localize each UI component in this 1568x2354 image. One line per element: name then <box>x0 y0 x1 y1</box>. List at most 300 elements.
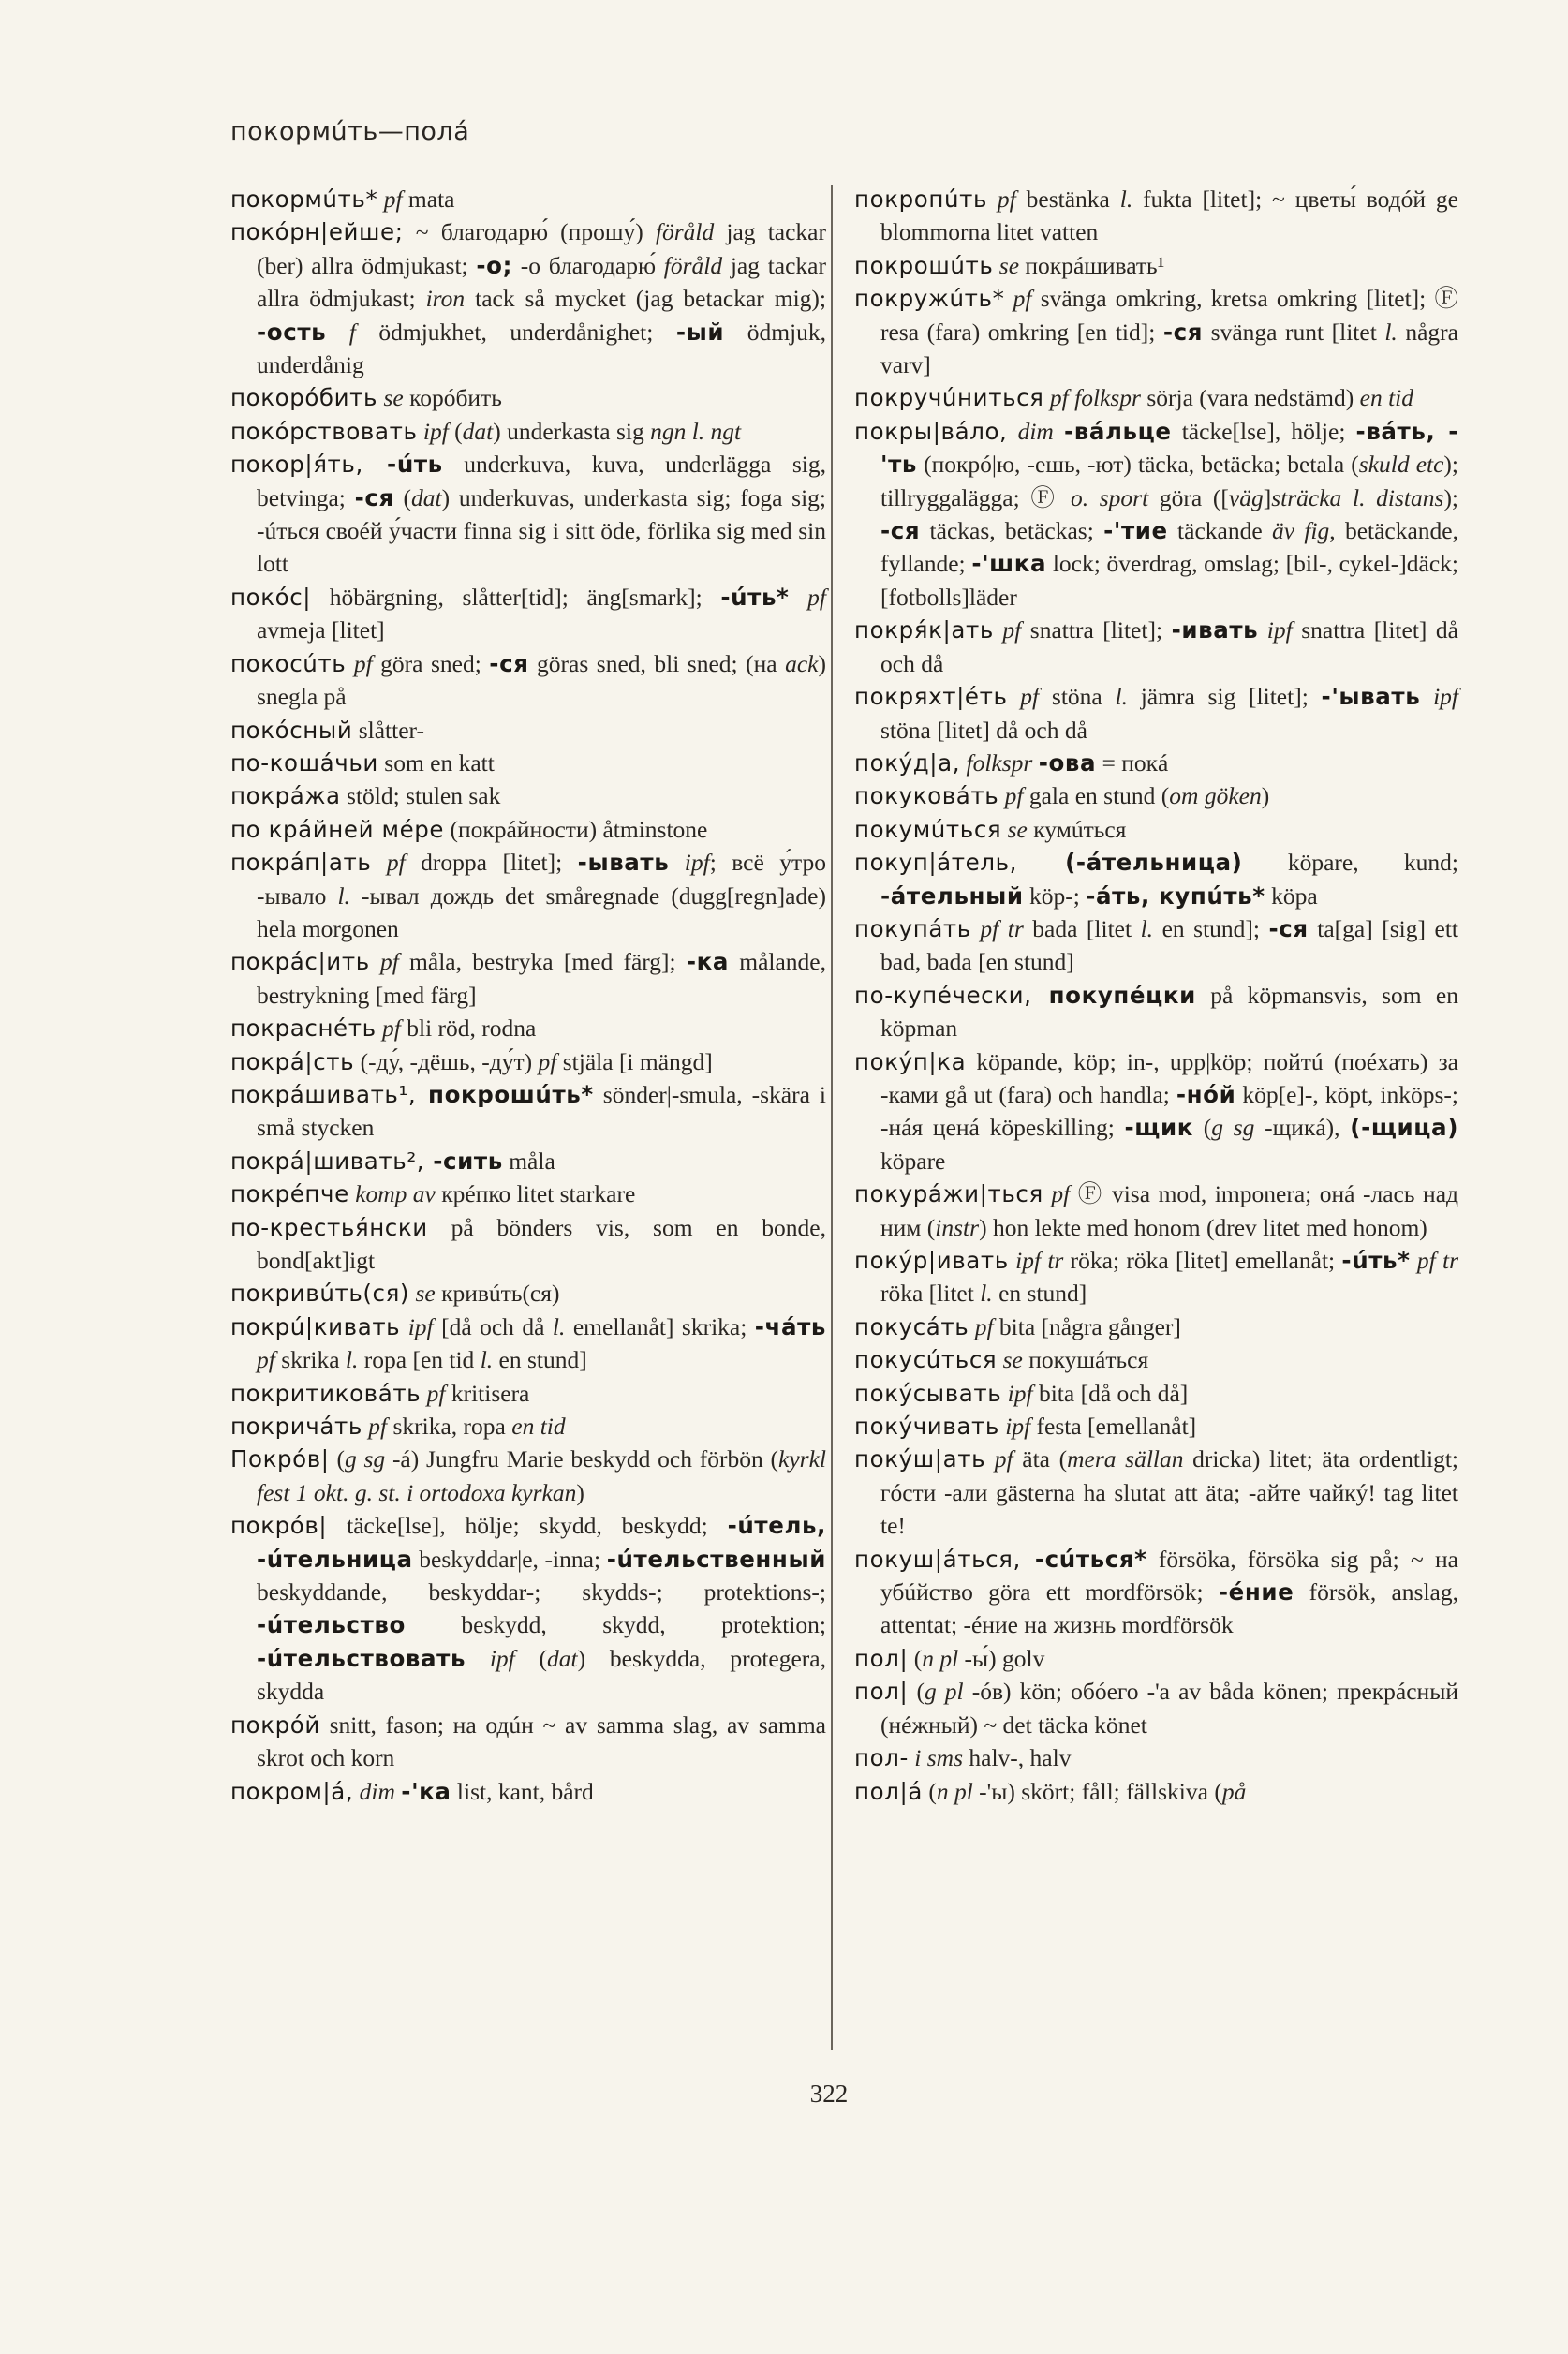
headword: покритиковáть <box>230 1379 422 1407</box>
entry-text: snattra [litet]; <box>1029 616 1172 644</box>
dictionary-entry <box>230 1078 826 1145</box>
grammar-label: i sms <box>908 1744 969 1772</box>
dictionary-entry <box>230 1410 826 1443</box>
headword: покýш|ать <box>854 1445 986 1473</box>
word-form: -úть <box>362 451 443 479</box>
entry-text: ) <box>1261 782 1270 810</box>
headword: покраснéть <box>230 1014 377 1043</box>
entry-text: -óв) kön; обóего -'а av båda könen; прекрáсный (нéжный) ~ det täcka könet <box>880 1678 1458 1739</box>
entry-text: bada [litet <box>1032 914 1141 942</box>
headword: покóс| <box>230 583 312 611</box>
page-number: 322 <box>809 2080 849 2108</box>
grammar-label: ipf tr <box>1008 1247 1071 1274</box>
headword: пол|á <box>854 1777 923 1805</box>
dictionary-entry <box>230 1145 826 1177</box>
entry-text: täcke[lse], hölje; skydd, beskydd; <box>327 1512 728 1540</box>
entry-text: кумúться <box>1033 815 1127 843</box>
entry-text: köp[e]-, köpt, inköps-; -нáя ценá köpeskilling; <box>880 1080 1458 1142</box>
entry-text: Ⓕ visa mod, imponera; онá -лась над ним ( <box>880 1180 1458 1241</box>
dictionary-entry <box>854 813 1458 846</box>
word-form: -нóй <box>1176 1080 1236 1108</box>
dictionary-entry <box>854 1177 1458 1244</box>
entry-text: fukta [litet]; ~ цветы́ водóй ge blommorna litet vatten <box>880 185 1459 246</box>
dictionary-entry <box>854 747 1458 779</box>
entry-text: ) <box>576 1478 584 1506</box>
grammar-label: l. <box>345 1346 359 1374</box>
column-divider <box>831 185 833 2050</box>
dictionary-entry <box>230 183 826 215</box>
entry-text: sörja (vara nedstämd) <box>1146 384 1360 412</box>
grammar-label: mera sällan <box>1067 1445 1184 1473</box>
entry-text: göra sned; <box>380 649 490 677</box>
dictionary-entry <box>854 1410 1458 1443</box>
word-form: -ся <box>489 649 529 677</box>
word-form: -úтельство <box>257 1611 406 1639</box>
word-form: -'тие <box>1103 517 1168 545</box>
headword: покрáжа <box>230 782 341 810</box>
dictionary-entry <box>230 1045 826 1078</box>
dictionary-entry <box>230 1509 826 1708</box>
entry-text: ) underkuvas, underkasta sig; foga sig; -úться своéй у́части finna sig i sitt öde, förlika sig med sin lott <box>257 483 826 578</box>
grammar-label: pf <box>346 649 381 677</box>
word-form: -щик <box>1124 1114 1193 1142</box>
grammar-label: pf <box>789 583 826 611</box>
headword: пол| <box>854 1678 909 1706</box>
entry-text: (-ду́, -дёшь, -ду́т) <box>354 1047 539 1075</box>
word-form: -ка <box>686 948 730 976</box>
entry-text: köpande, köp; in-, upp|köp; пойтú (поéхать) за -ками gå ut (fara) och handla; <box>880 1047 1458 1108</box>
grammar-label: se <box>409 1280 442 1308</box>
grammar-label: pf <box>257 1346 282 1374</box>
entry-text: jag tackar allra ödmjukast; <box>257 251 826 313</box>
grammar-label: en tid <box>511 1413 566 1441</box>
grammar-label: ack <box>785 649 819 677</box>
dictionary-entry <box>230 945 826 1012</box>
dictionary-entry <box>854 415 1458 614</box>
word-form: -úтельствовать <box>257 1644 466 1672</box>
word-form: -ость <box>257 318 327 346</box>
headword: покрáшивать¹, <box>230 1080 417 1108</box>
entry-text: snattra [litet] då och då <box>880 616 1459 677</box>
headword: покрошúть <box>854 251 994 279</box>
entry-text: stöld; stulen sak <box>340 782 501 810</box>
dictionary-entry <box>854 680 1458 747</box>
headword: покумúться <box>854 815 1002 843</box>
dictionary-entry <box>230 714 826 747</box>
headword: покýр|ивать <box>854 1247 1009 1274</box>
entry-text: höbärgning, slåtter[tid]; äng[smark]; <box>311 583 721 611</box>
headword: по-купéчески, <box>854 981 1032 1009</box>
grammar-label: pf <box>369 948 410 976</box>
headword: покропúть <box>854 185 988 213</box>
grammar-label: väg <box>1228 483 1264 511</box>
entry-text: svänga omkring, kretsa omkring [litet]; Ⓕ resa (fara) omkring [en tid]; <box>880 285 1458 346</box>
word-form: -'шка <box>971 550 1047 578</box>
entry-text: köpare, kund; <box>1242 849 1458 877</box>
entry-text: (покрó|ю, -ешь, -ют) täcka, betäcka; betala ( <box>917 451 1359 479</box>
entry-text: stöna [litet] då och då <box>880 716 1087 744</box>
dictionary-entry <box>854 1045 1458 1178</box>
dictionary-entry <box>854 846 1458 912</box>
entry-text: måla, bestryka [med färg]; <box>409 948 687 976</box>
headword: покóрствовать <box>230 417 418 445</box>
headword: покусúться <box>854 1346 998 1374</box>
dictionary-entry <box>230 747 826 779</box>
grammar-label: pf <box>985 1445 1023 1473</box>
dictionary-entry <box>230 1709 826 1775</box>
headword: покýп|ка <box>854 1047 967 1075</box>
entry-text: målande, bestrykning [med färg] <box>257 948 826 1009</box>
grammar-label: ipf <box>400 1312 442 1340</box>
headword: покричáть <box>230 1413 362 1441</box>
entry-text: кривúть(ся) <box>441 1280 560 1308</box>
entry-text: dricka) litet; äta ordentligt; гóсти -али gästerna ha slutat att äta; -айте чайкý! tag litet te! <box>880 1445 1459 1540</box>
grammar-label: l. <box>1140 914 1154 942</box>
word-form: -вáть, -'ть <box>880 417 1459 479</box>
headword: покосúть <box>230 649 347 677</box>
entry-text: -'ы) skört; fåll; fällskiva ( <box>972 1777 1222 1805</box>
headword: покрá|шивать², <box>230 1147 425 1175</box>
dictionary-entry <box>854 183 1458 249</box>
entry-text: skrika <box>281 1346 346 1374</box>
dictionary-entry <box>230 381 826 414</box>
grammar-label: o. sport <box>1070 483 1149 511</box>
headword: покурáжи|ться <box>854 1180 1043 1208</box>
entry-text: ( <box>539 1644 548 1672</box>
headword: покрá|сть <box>230 1047 355 1075</box>
entry-text: på bönders vis, som en bonde, bond[akt]igt <box>257 1213 826 1274</box>
entry-text: ropa [en tid <box>358 1346 481 1374</box>
word-form: (-áтельница) <box>1017 849 1243 877</box>
dictionary-entry <box>230 813 826 846</box>
grammar-label: ipf <box>998 1413 1037 1441</box>
dictionary-entry <box>854 779 1458 812</box>
entry-text: ( <box>922 1777 937 1805</box>
headword: покры|вáло, <box>854 417 1008 445</box>
headword: по крáйней мéре <box>230 815 445 843</box>
headword: покрóв| <box>230 1512 328 1540</box>
dictionary-entry <box>854 249 1458 282</box>
headword: покрáп|ать <box>230 849 372 877</box>
grammar-label: pf <box>1007 683 1052 711</box>
dictionary-entry <box>230 1177 826 1210</box>
entry-text: крéпко litet starkare <box>441 1180 636 1208</box>
grammar-label: äv fig <box>1271 517 1330 545</box>
entry-text: göra ([ <box>1148 483 1229 511</box>
entry-text: mata <box>407 185 455 213</box>
entry-text: emellanåt] skrika; <box>565 1312 755 1340</box>
grammar-label: ipf <box>1001 1379 1039 1407</box>
headword: покривúть(ся) <box>230 1280 410 1308</box>
grammar-label: pf tr <box>1410 1247 1458 1274</box>
headword: покружúть* <box>854 285 1005 313</box>
dictionary-entry <box>854 1741 1458 1774</box>
entry-text: ( <box>908 1678 925 1706</box>
entry-text: покрáшивать¹ <box>1025 251 1165 279</box>
dictionary-entry <box>854 381 1458 414</box>
right-column <box>854 183 1458 1808</box>
entry-text: jag tackar (ber) allra ödmjukast; <box>257 218 826 279</box>
dictionary-entry <box>854 1244 1458 1310</box>
entry-text: ) hon lekte med honom (drev litet med honom) <box>979 1213 1427 1241</box>
entry-text: röka [litet <box>880 1280 981 1308</box>
grammar-label: pf folkspr <box>1043 384 1147 412</box>
word-form: -úть* <box>720 583 790 611</box>
dictionary-entry <box>230 779 826 812</box>
grammar-label: pf <box>371 849 422 877</box>
headword: пол- <box>854 1744 909 1772</box>
dictionary-entry <box>854 979 1458 1045</box>
dictionary-entry <box>230 1012 826 1044</box>
grammar-label: iron <box>425 285 466 313</box>
grammar-label: om göken <box>1169 782 1262 810</box>
dictionary-entry <box>854 282 1458 381</box>
headword: покýд|а, <box>854 748 961 777</box>
headword: пол| <box>854 1644 909 1672</box>
headword: покрú|кивать <box>230 1312 401 1340</box>
entry-text: , betäckande, fyllande; <box>880 517 1458 578</box>
entry-text: skrika, ropa <box>392 1413 512 1441</box>
entry-text: bita [några gånger] <box>998 1312 1181 1340</box>
dictionary-entry <box>230 846 826 945</box>
headword: покуш|áться, <box>854 1545 1021 1573</box>
entry-text: köpa <box>1265 881 1318 910</box>
grammar-label: föråld <box>655 218 715 246</box>
grammar-label: ipf <box>1420 683 1458 711</box>
word-form: -сúться* <box>1020 1545 1147 1573</box>
dictionary-entry <box>230 215 826 381</box>
entry-text: корóбить <box>409 384 502 412</box>
entry-text: sönder|-smula, -skära i små stycken <box>257 1080 827 1142</box>
entry-text: ( <box>454 417 463 445</box>
grammar-label: komp av <box>348 1180 442 1208</box>
entry-text: underkuva, kuva, underlägga sig, betvinga; <box>257 451 826 511</box>
entry-text: ödmjuk, underdånig <box>257 318 827 379</box>
entry-text: täckas, betäckas; <box>920 517 1104 545</box>
grammar-label: pf <box>1043 1180 1078 1208</box>
word-form: -'ка <box>401 1777 451 1805</box>
entry-text: stjäla [i mängd] <box>556 1047 713 1075</box>
word-form: -ывать <box>577 849 670 877</box>
word-form: -ся <box>1162 318 1204 346</box>
entry-text: ); <box>1443 483 1459 511</box>
entry-text: -ы́) golv <box>958 1644 1045 1672</box>
headword: покря́к|ать <box>854 616 994 644</box>
grammar-label: ngn l. ngt <box>650 417 742 445</box>
grammar-label: dat <box>462 417 494 445</box>
word-form: -ся <box>1268 914 1309 942</box>
entry-text: bita [då och då] <box>1038 1379 1189 1407</box>
headword: покорóбить <box>230 384 378 412</box>
dictionary-entry <box>854 912 1458 979</box>
entry-text: beskyddande, beskyddar-; skydds-; protektions-; <box>257 1578 826 1606</box>
word-form: -сить <box>424 1147 503 1175</box>
word-form: -ся <box>354 483 394 511</box>
word-form: -вáльце <box>1063 417 1172 445</box>
headword: покóсный <box>230 716 353 744</box>
headword: покýсывать <box>854 1379 1002 1407</box>
entry-text: köp-; <box>1023 881 1087 910</box>
dictionary-entry <box>230 415 826 448</box>
entry-text: -о благодарю́ <box>511 251 664 279</box>
word-form: -о; <box>476 251 512 279</box>
entry-text: tack så mycket (jag betackar mig); <box>465 285 826 313</box>
word-form: -ова <box>1038 748 1097 777</box>
headword: покор|я́ть, <box>230 451 363 479</box>
entry-text: täckande <box>1167 517 1272 545</box>
word-form: покрошúть* <box>416 1080 594 1108</box>
grammar-label: l. <box>552 1312 566 1340</box>
grammar-label: se <box>997 1346 1029 1374</box>
word-form: -áтельный <box>880 881 1024 910</box>
dictionary-entry <box>230 1377 826 1410</box>
word-form: -чáть <box>754 1312 826 1340</box>
dictionary-entry <box>230 448 826 581</box>
grammar-label: l. <box>1384 318 1398 346</box>
grammar-label: se <box>1001 815 1034 843</box>
entry-text: (покрáйности) åtminstone <box>444 815 708 843</box>
grammar-label: folkspr <box>960 748 1039 777</box>
dictionary-entry <box>854 614 1458 680</box>
dictionary-entry <box>854 1775 1458 1808</box>
grammar-label: g sg <box>344 1445 386 1473</box>
grammar-label: l. <box>1115 683 1128 711</box>
entry-text: ( <box>329 1445 345 1473</box>
headword: покручúниться <box>854 384 1044 412</box>
dictionary-entry <box>854 1675 1458 1741</box>
entry-text: köpare <box>880 1147 946 1175</box>
headword: покýчивать <box>854 1413 999 1441</box>
headword: покóрн|ейше; <box>230 218 404 246</box>
dictionary-entry <box>230 581 826 647</box>
word-form: -úть* <box>1341 1247 1411 1274</box>
entry-text: försök, anslag, attentat; -éние на жизнь mordförsök <box>880 1578 1458 1639</box>
dictionary-entry <box>230 1211 826 1278</box>
grammar-label: pf tr <box>970 914 1033 942</box>
grammar-label: pf <box>421 1379 451 1407</box>
grammar-label: pf <box>362 1413 393 1441</box>
left-column <box>230 183 826 1808</box>
entry-text: droppa [litet]; <box>421 849 578 877</box>
headword: покуп|áтель, <box>854 849 1018 877</box>
word-form: покупéцки <box>1031 981 1196 1009</box>
grammar-label: l. <box>980 1280 993 1308</box>
grammar-label: n pl <box>936 1777 973 1805</box>
headword: по-крестья́нски <box>230 1213 428 1241</box>
dictionary-entry <box>854 1642 1458 1675</box>
dictionary-entry <box>854 1377 1458 1410</box>
grammar-label: pf <box>969 1312 999 1340</box>
entry-text: svänga runt [litet <box>1203 318 1385 346</box>
entry-text: = покá <box>1096 748 1169 777</box>
entry-text: bestänka <box>1026 185 1120 213</box>
entry-text: som en katt <box>377 748 495 777</box>
dictionary-entry <box>230 647 826 714</box>
entry-text: beskyddar|e, -inna; <box>412 1545 607 1573</box>
entry-text: покушáться <box>1028 1346 1149 1374</box>
entry-text: jämra sig [litet]; <box>1127 683 1322 711</box>
entry-text: festa [emellanåt] <box>1036 1413 1197 1441</box>
grammar-label: g sg <box>1211 1114 1255 1142</box>
grammar-label: l. <box>1119 185 1133 213</box>
headword: покормúть* <box>230 185 378 213</box>
grammar-label: dim <box>353 1777 402 1805</box>
grammar-label: ipf <box>1258 616 1302 644</box>
entry-text: list, kant, bård <box>451 1777 594 1805</box>
entry-text: ( <box>908 1644 923 1672</box>
entry-text: halv-, halv <box>969 1744 1072 1772</box>
entry-text: slåtter- <box>352 716 425 744</box>
entry-text: ) snegla på <box>257 649 826 711</box>
dictionary-entry <box>854 1443 1458 1542</box>
entry-text: äta ( <box>1022 1445 1068 1473</box>
headword: по-кошáчьи <box>230 748 378 777</box>
dictionary-entry <box>854 1543 1458 1642</box>
entry-text: ödmjukhet, underdånighet; <box>378 318 676 346</box>
headword: Покрóв| <box>230 1445 330 1473</box>
entry-text: måla <box>502 1147 555 1175</box>
entry-text: försöka, försöka sig på; ~ на убúйство göra ett mordförsök; <box>880 1545 1458 1606</box>
entry-text: ); tillryggalägga; Ⓕ <box>880 451 1458 511</box>
entry-text: några varv] <box>880 318 1458 379</box>
grammar-label: pf <box>376 1014 407 1043</box>
entry-text: ( <box>1192 1114 1212 1142</box>
headword: покрéпче <box>230 1180 349 1208</box>
page-header: покормúть—полá <box>230 117 470 146</box>
entry-text: ta[ga] [sig] ett bad, bada [en stund] <box>880 914 1459 976</box>
dictionary-entry <box>230 1775 826 1808</box>
word-form: -'ывать <box>1321 683 1421 711</box>
grammar-label: sträcka l. distans <box>1271 483 1444 511</box>
headword: покром|á, <box>230 1777 354 1805</box>
entry-text: göras sned, bli sned; (на <box>528 649 786 677</box>
grammar-label: ipf <box>417 417 455 445</box>
entry-text: röka; röka [litet] emellanåt; <box>1070 1247 1342 1274</box>
entry-text: en stund] <box>992 1280 1087 1308</box>
grammar-label: pf <box>538 1047 557 1075</box>
headword: покрáс|ить <box>230 948 370 976</box>
word-form: -úтельственный <box>606 1545 826 1573</box>
grammar-label: dat <box>547 1644 578 1672</box>
headword: покусáть <box>854 1312 969 1340</box>
dictionary-entry <box>230 1443 826 1509</box>
word-form: -ся <box>880 517 921 545</box>
grammar-label: pf <box>377 185 408 213</box>
entry-text: gala en stund ( <box>1028 782 1170 810</box>
entry-text: täcke[lse], hölje; <box>1171 417 1356 445</box>
grammar-label: n pl <box>922 1644 959 1672</box>
headword: покрóй <box>230 1710 320 1739</box>
entry-text: ] <box>1263 483 1272 511</box>
grammar-label: skuld etc <box>1358 451 1444 479</box>
entry-text: avmeja [litet] <box>257 616 385 644</box>
grammar-label: en tid <box>1359 384 1413 412</box>
word-form: -úтель, -úтельница <box>257 1512 826 1573</box>
entry-text: beskydd, skydd, protektion; <box>405 1611 826 1639</box>
headword: покупáть <box>854 914 971 942</box>
grammar-label: på <box>1221 1777 1247 1805</box>
entry-text: ; всё у́тро -ывало <box>257 849 827 910</box>
grammar-label: pf <box>993 616 1030 644</box>
grammar-label: f <box>326 318 379 346</box>
grammar-label: dat <box>411 483 442 511</box>
entry-text: ) beskydda, protegera, skydda <box>257 1644 826 1706</box>
entry-text: -щикá), <box>1254 1114 1351 1142</box>
grammar-label: g pl <box>924 1678 964 1706</box>
entry-text: en stund] <box>493 1346 587 1374</box>
entry-text: en stund]; <box>1153 914 1269 942</box>
grammar-label: se <box>377 384 410 412</box>
